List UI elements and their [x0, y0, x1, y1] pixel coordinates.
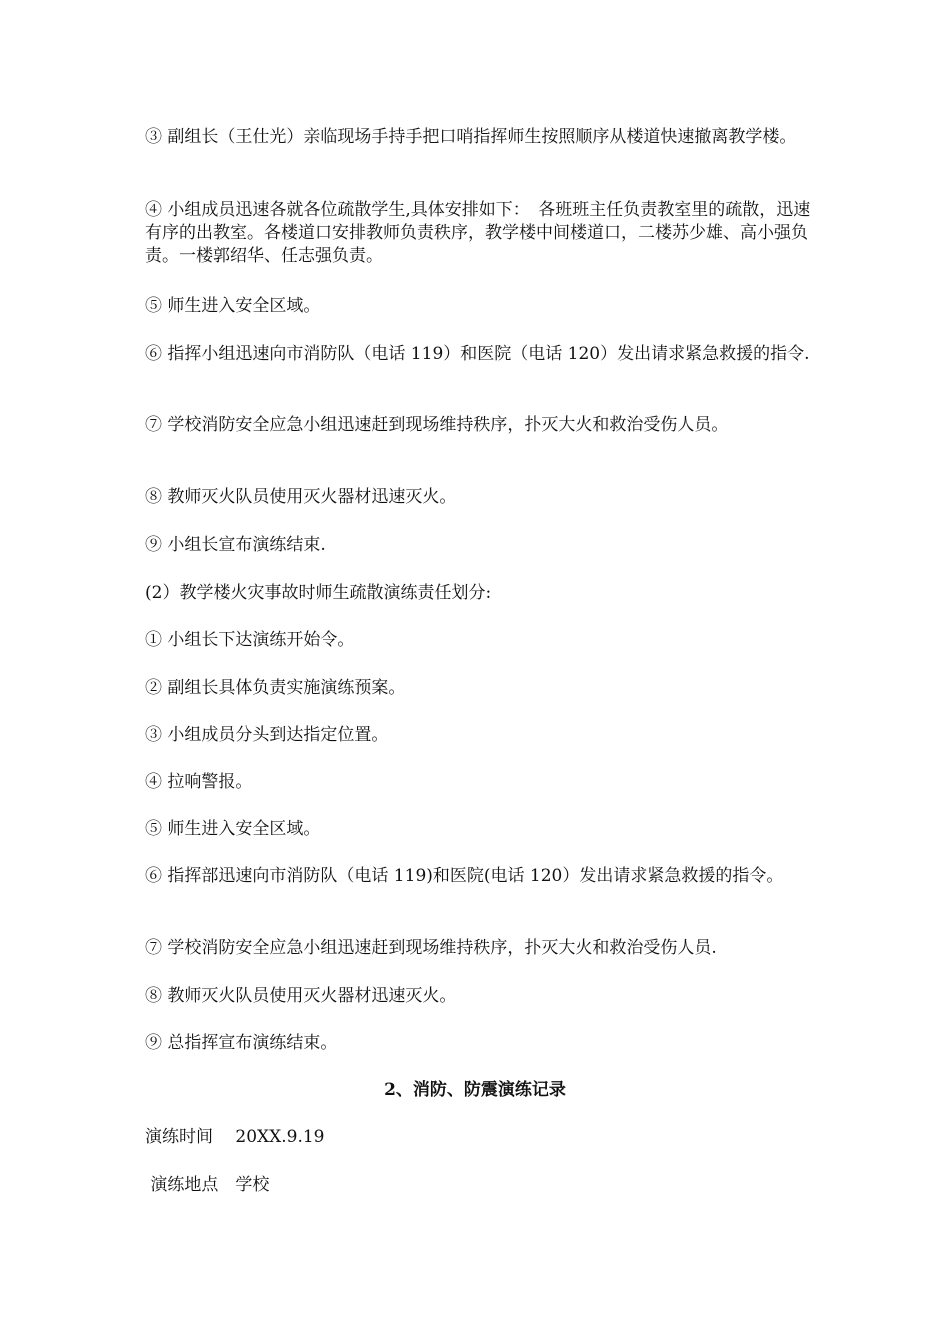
paragraph-duty-7: ⑦ 学校消防安全应急小组迅速赶到现场维持秩序，扑灭大火和救治受伤人员.	[145, 938, 717, 958]
paragraph-step-6-emergency-call: ⑥ 指挥小组迅速向市消防队（电话 119）和医院（电话 120）发出请求紧急救援的指令.	[145, 344, 810, 364]
paragraph-step-7-safety-team: ⑦ 学校消防安全应急小组迅速赶到现场维持秩序，扑灭大火和救治受伤人员。	[145, 415, 729, 435]
drill-time: 演练时间 20XX.9.19	[145, 1127, 325, 1147]
paragraph-duty-5: ⑤ 师生进入安全区域。	[145, 819, 321, 839]
paragraph-step-5-safe-area: ⑤ 师生进入安全区域。	[145, 296, 321, 316]
paragraph-duty-8: ⑧ 教师灭火队员使用灭火器材迅速灭火。	[145, 986, 457, 1006]
paragraph-section-2-heading: (2）教学楼火灾事故时师生疏散演练责任划分:	[145, 583, 492, 603]
paragraph-duty-4: ④ 拉响警报。	[145, 772, 253, 792]
paragraph-duty-9: ⑨ 总指挥宣布演练结束。	[145, 1033, 338, 1053]
paragraph-duty-2: ② 副组长具体负责实施演练预案。	[145, 678, 406, 698]
paragraph-duty-3: ③ 小组成员分头到达指定位置。	[145, 725, 389, 745]
section-title: 2、消防、防震演练记录	[384, 1080, 566, 1100]
paragraph-step-3-deputy-leader: ③ 副组长（王仕光）亲临现场手持手把口哨指挥师生按照顺序从楼道快速撤离教学楼。	[145, 127, 797, 147]
paragraph-duty-1: ① 小组长下达演练开始令。	[145, 630, 355, 650]
paragraph-step-4-evacuation-arrangement: ④ 小组成员迅速各就各位疏散学生,具体安排如下： 各班班主任负责教室里的疏散，迅速有序的出教室。各楼道口安排教师负责秩序，教学楼中间楼道口，二楼苏少雄、高小强负责。一楼郭绍华、任志强负责。	[145, 200, 811, 266]
drill-place: 演练地点 学校	[145, 1175, 270, 1195]
paragraph-step-9-end-drill: ⑨ 小组长宣布演练结束.	[145, 535, 326, 555]
paragraph-step-8-firefighting: ⑧ 教师灭火队员使用灭火器材迅速灭火。	[145, 487, 457, 507]
paragraph-duty-6: ⑥ 指挥部迅速向市消防队（电话 119)和医院(电话 120）发出请求紧急救援的指令。	[145, 866, 784, 886]
